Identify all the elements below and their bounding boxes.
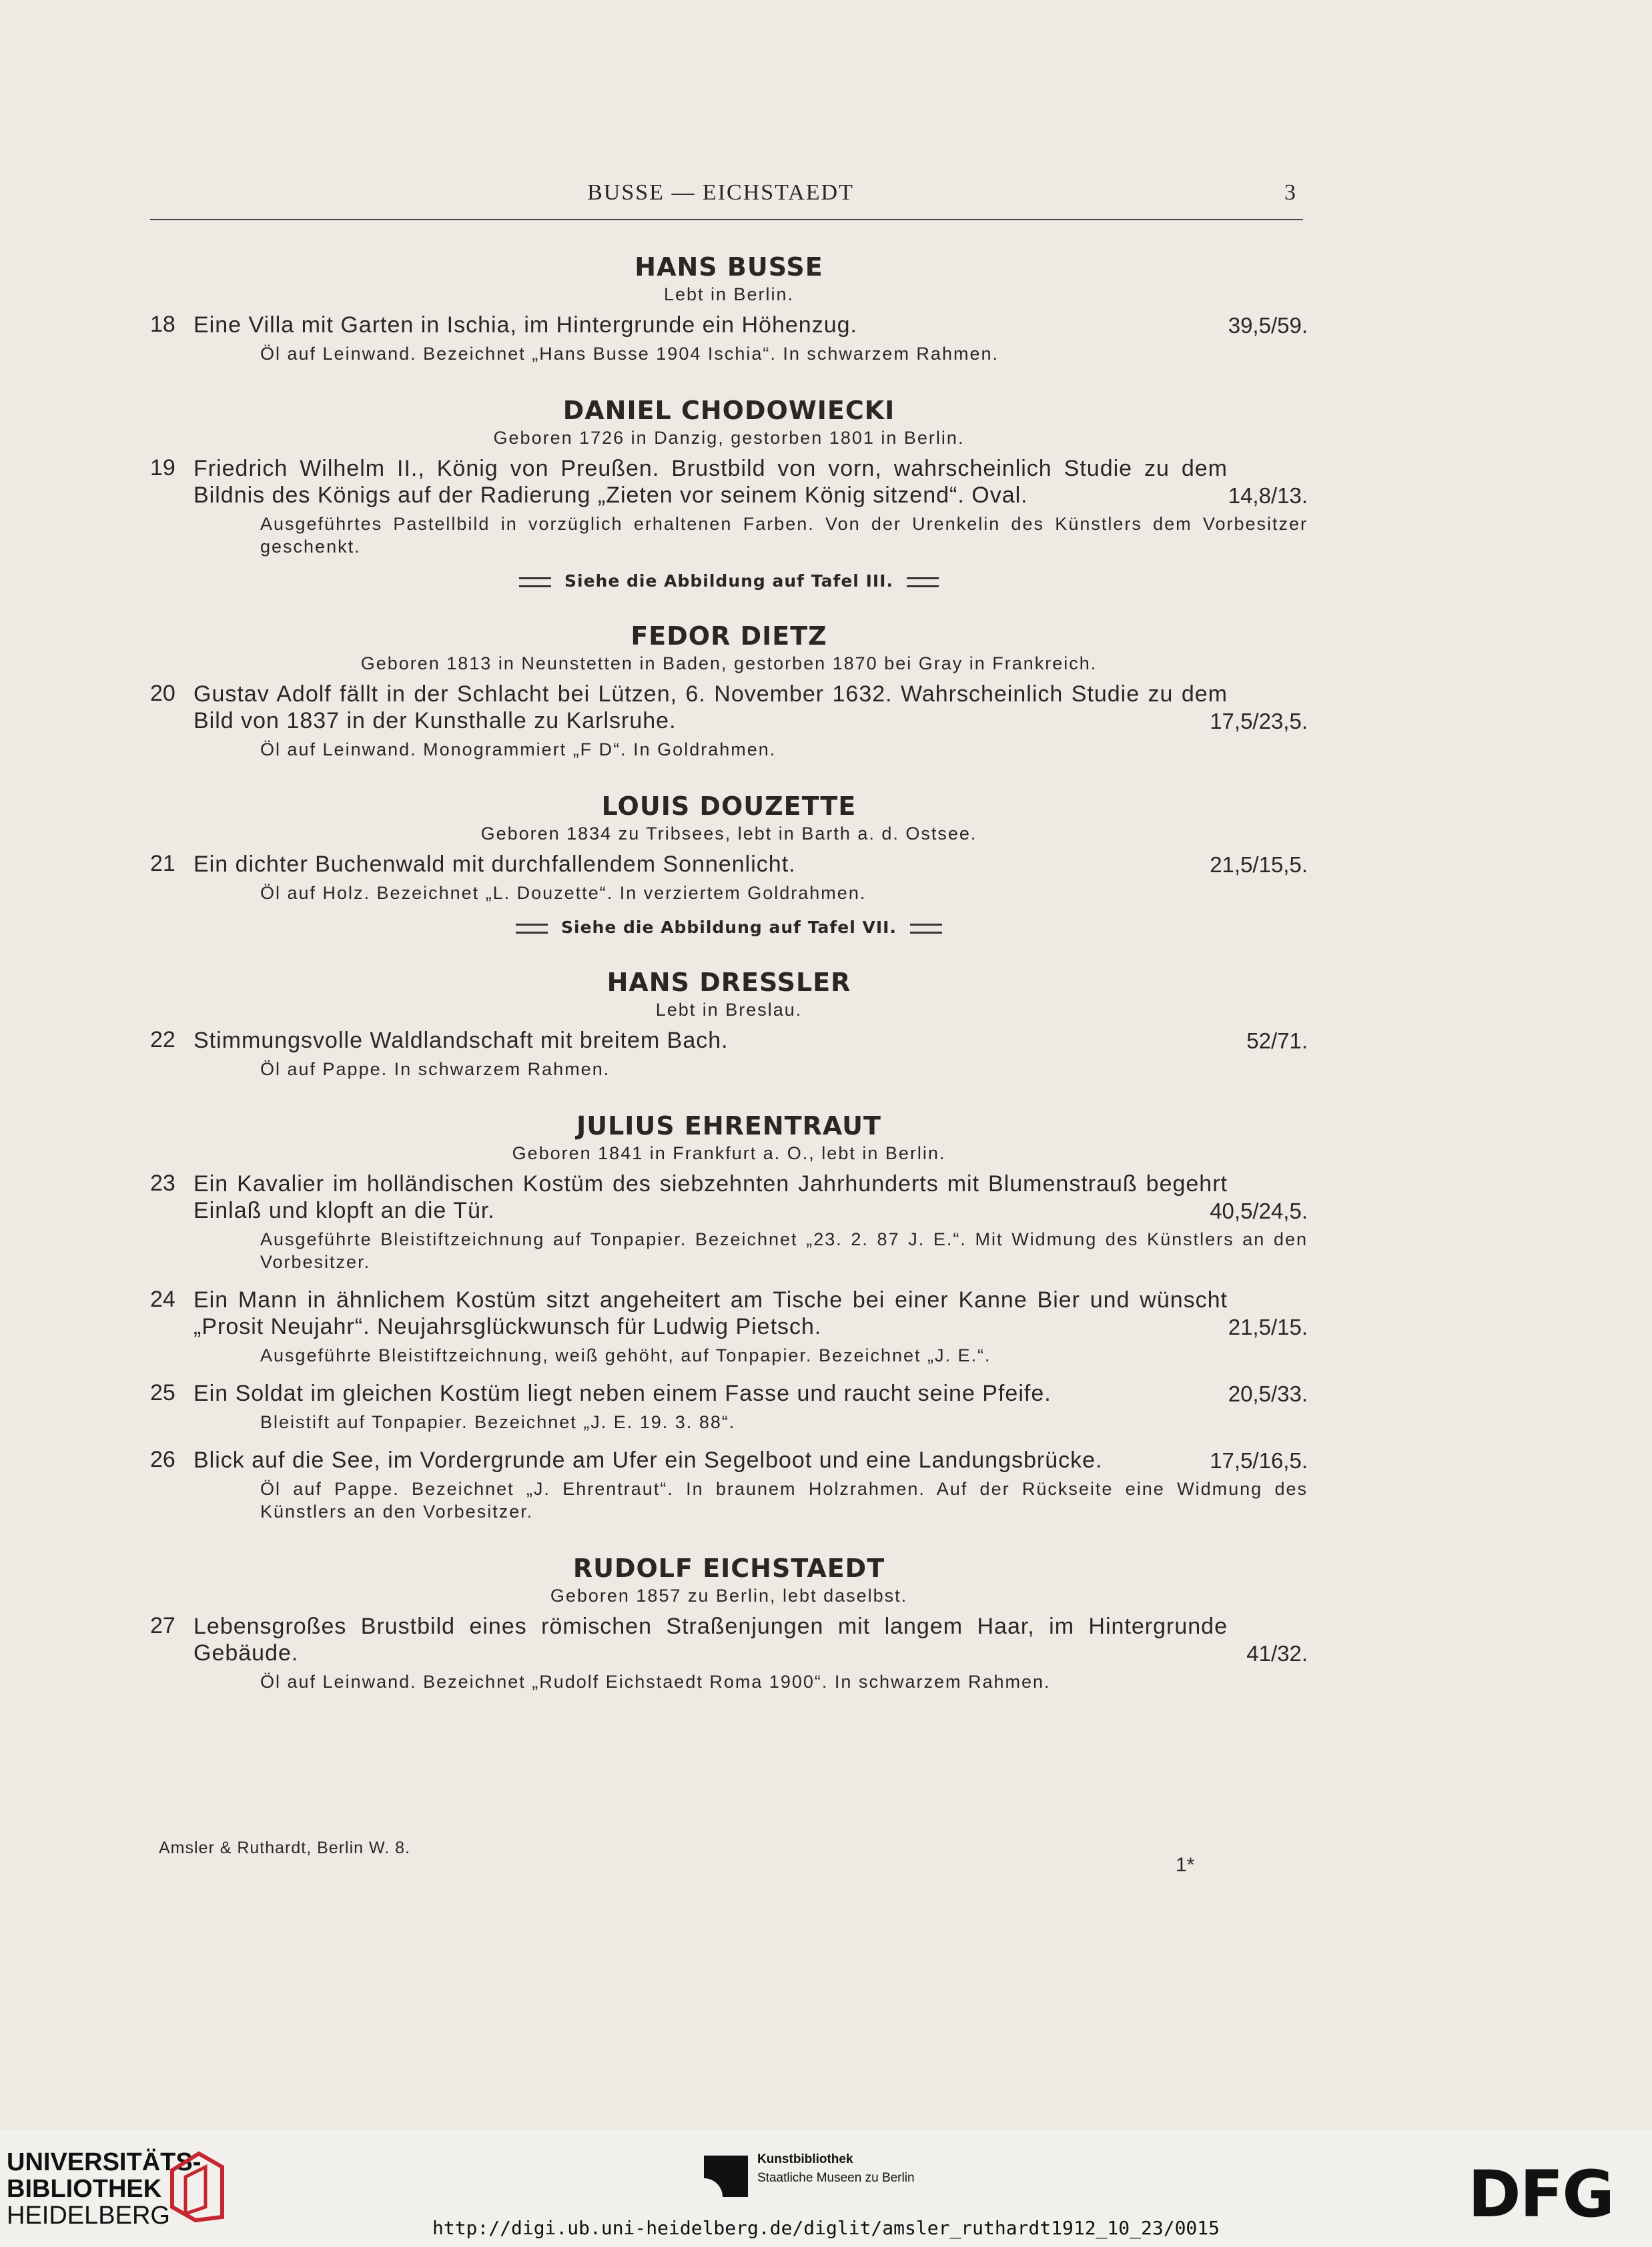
entry-title-row (193, 1027, 1308, 1054)
catalog-entry (150, 312, 1308, 365)
entry-title-row (193, 1380, 1308, 1407)
entry-title: Ein Soldat im gleichen Kostüm liegt neben einem Fasse und raucht seine Pfeife. (193, 1381, 1052, 1406)
entry-description: Ausgeführtes Pastellbild in vorzüglich erhaltenen Farben. Von der Urenkelin des Künstlers dem Vorbesitzer geschenkt. (260, 514, 1308, 557)
page-number: 3 (1284, 180, 1296, 205)
catalog-entry (150, 455, 1308, 558)
entry-number: 26 (150, 1447, 175, 1472)
entry-number: 25 (150, 1380, 175, 1405)
artist-name: LOUIS DOUZETTE (601, 791, 857, 821)
catalog-content (150, 247, 1308, 1724)
entry-number: 27 (150, 1613, 175, 1638)
artist-section (150, 621, 1308, 761)
catalog-entry (150, 1171, 1308, 1273)
entry-description: Öl auf Leinwand. Bezeichnet „Rudolf Eichstaedt Roma 1900“. In schwarzem Rahmen. (260, 1672, 1051, 1692)
entry-number: 20 (150, 681, 175, 706)
entry-description: Öl auf Pappe. In schwarzem Rahmen. (260, 1059, 610, 1079)
entry-dimensions: 17,5/23,5. (1210, 709, 1308, 733)
printer-imprint: Amsler & Ruthardt, Berlin W. 8. (159, 1839, 410, 1857)
artist-biography: Geboren 1857 zu Berlin, lebt daselbst. (550, 1586, 908, 1606)
entry-description: Bleistift auf Tonpapier. Bezeichnet „J. E. 19. 3. 88“. (260, 1412, 736, 1432)
catalog-entry (150, 1027, 1308, 1080)
dfg-logo[interactable]: DFG (1468, 2157, 1614, 2232)
artist-section (150, 252, 1308, 365)
catalog-entry (150, 681, 1308, 761)
entry-dimensions: 41/32. (1246, 1641, 1308, 1666)
running-header: BUSSE — EICHSTAEDT (587, 180, 854, 205)
entry-number: 23 (150, 1171, 175, 1196)
permalink-url[interactable]: http://digi.ub.uni-heidelberg.de/diglit/amsler_ruthardt1912_10_23/0015 (432, 2217, 1220, 2239)
entry-title: Ein dichter Buchenwald mit durchfallendem Sonnenlicht. (193, 852, 796, 877)
double-rule-right (910, 924, 942, 934)
entry-number: 18 (150, 312, 175, 337)
kb-line2: Staatliche Museen zu Berlin (757, 2171, 915, 2185)
entry-title-row (193, 1287, 1308, 1340)
ub-line3: HEIDELBERG (7, 2202, 170, 2230)
catalog-entry (150, 851, 1308, 904)
artist-section (150, 1111, 1308, 1523)
entry-description: Ausgeführte Bleistiftzeichnung auf Tonpapier. Bezeichnet „23. 2. 87 J. E.“. Mit Widmung des Künstlers an den Vorbesitzer. (260, 1229, 1308, 1272)
double-rule-right (907, 577, 939, 587)
entry-dimensions: 40,5/24,5. (1210, 1199, 1308, 1223)
entry-title: Eine Villa mit Garten in Ischia, im Hintergrunde ein Höhenzug. (193, 312, 857, 338)
footer-bar (0, 2130, 1652, 2247)
ub-line2: BIBLIOTHEK (7, 2175, 162, 2203)
entry-dimensions: 20,5/33. (1228, 1381, 1308, 1406)
entry-description: Öl auf Leinwand. Monogrammiert „F D“. In Goldrahmen. (260, 739, 777, 759)
kunstbibliothek-logo-icon[interactable] (704, 2156, 748, 2197)
catalog-entry (150, 1287, 1308, 1367)
artist-biography: Geboren 1841 in Frankfurt a. O., lebt in Berlin. (512, 1143, 946, 1163)
artist-name: JULIUS EHRENTRAUT (576, 1111, 881, 1141)
entry-title: Gustav Adolf fällt in der Schlacht bei Lützen, 6. November 1632. Wahrscheinlich Studie zu dem Bild von 1837 in der Kunsthalle zu Karlsruhe. (193, 681, 1228, 733)
catalog-entry (150, 1447, 1308, 1523)
entry-dimensions: 21,5/15,5. (1210, 852, 1308, 877)
entry-title: Ein Kavalier im holländischen Kostüm des siebzehnten Jahrhunderts mit Blumenstrauß begehrt Einlaß und klopft an die Tür. (193, 1171, 1228, 1223)
plate-reference (150, 918, 1308, 937)
signature-mark: 1* (1176, 1854, 1195, 1876)
artist-name: HANS DRESSLER (606, 968, 851, 997)
double-rule-left (519, 577, 551, 587)
artist-biography: Geboren 1726 in Danzig, gestorben 1801 in Berlin. (493, 428, 965, 448)
plate-reference-text: Siehe die Abbildung auf Tafel III. (564, 571, 893, 591)
plate-reference-text: Siehe die Abbildung auf Tafel VII. (561, 918, 897, 937)
artist-biography: Geboren 1834 zu Tribsees, lebt in Barth a. d. Ostsee. (480, 824, 977, 844)
entry-title-row (193, 312, 1308, 338)
entry-description: Öl auf Leinwand. Bezeichnet „Hans Busse 1904 Ischia“. In schwarzem Rahmen. (260, 344, 999, 364)
plate-reference (150, 571, 1308, 591)
entry-dimensions: 52/71. (1246, 1028, 1308, 1053)
header-rule (150, 219, 1303, 220)
catalog-entry (150, 1613, 1308, 1693)
entry-title-row (193, 1171, 1308, 1224)
artist-section (150, 1554, 1308, 1693)
entry-dimensions: 39,5/59. (1228, 313, 1308, 338)
artist-biography: Lebt in Breslau. (655, 1000, 803, 1020)
artist-name: RUDOLF EICHSTAEDT (572, 1554, 885, 1583)
entry-title-row (193, 681, 1308, 734)
entry-title: Lebensgroßes Brustbild eines römischen Straßenjungen mit langem Haar, im Hintergrunde Gebäude. (193, 1614, 1228, 1666)
entry-title-row (193, 851, 1308, 878)
entry-title: Stimmungsvolle Waldlandschaft mit breitem Bach. (193, 1028, 729, 1053)
catalog-entry (150, 1380, 1308, 1433)
artist-biography: Lebt in Berlin. (663, 284, 795, 304)
entry-title-row (193, 1447, 1308, 1474)
entry-dimensions: 14,8/13. (1228, 483, 1308, 508)
entry-number: 22 (150, 1027, 175, 1052)
kunstbibliothek-label (757, 2150, 915, 2188)
entry-number: 19 (150, 455, 175, 480)
double-rule-left (516, 924, 548, 934)
artist-biography: Geboren 1813 in Neunstetten in Baden, gestorben 1870 bei Gray in Frankreich. (360, 653, 1098, 673)
entry-title: Blick auf die See, im Vordergrunde am Ufer ein Segelboot und eine Landungsbrücke. (193, 1448, 1103, 1473)
entry-number: 24 (150, 1287, 175, 1312)
ub-mark-icon (165, 2150, 226, 2224)
artist-name: FEDOR DIETZ (631, 621, 827, 651)
artist-section (150, 396, 1308, 591)
entry-number: 21 (150, 851, 175, 876)
entry-dimensions: 17,5/16,5. (1210, 1448, 1308, 1473)
entry-dimensions: 21,5/15. (1228, 1315, 1308, 1339)
artist-name: DANIEL CHODOWIECKI (562, 396, 895, 425)
entry-title-row (193, 455, 1308, 509)
entry-description: Ausgeführte Bleistiftzeichnung, weiß gehöht, auf Tonpapier. Bezeichnet „J. E.“. (260, 1345, 991, 1365)
entry-description: Öl auf Pappe. Bezeichnet „J. Ehrentraut“. In braunem Holzrahmen. Auf der Rückseite eine Widmung des Künstlers an den Vorbesitzer. (260, 1479, 1308, 1522)
artist-name: HANS BUSSE (635, 252, 823, 282)
entry-description: Öl auf Holz. Bezeichnet „L. Douzette“. In verziertem Goldrahmen. (260, 883, 867, 903)
ub-line1: UNIVERSITÄTS- (7, 2148, 201, 2176)
artist-section (150, 791, 1308, 937)
entry-title: Ein Mann in ähnlichem Kostüm sitzt angeheitert am Tische bei einer Kanne Bier und wünscht „Prosit Neujahr“. Neujahrsglückwunsch für Ludwig Pietsch. (193, 1287, 1228, 1339)
kb-line1: Kunstbibliothek (757, 2152, 853, 2166)
entry-title: Friedrich Wilhelm II., König von Preußen. Brustbild von vorn, wahrscheinlich Studie zu dem Bildnis des Königs auf der Radierung „Zieten vor seinem König sitzend“. Oval. (193, 456, 1228, 508)
entry-title-row (193, 1613, 1308, 1666)
artist-section (150, 968, 1308, 1080)
